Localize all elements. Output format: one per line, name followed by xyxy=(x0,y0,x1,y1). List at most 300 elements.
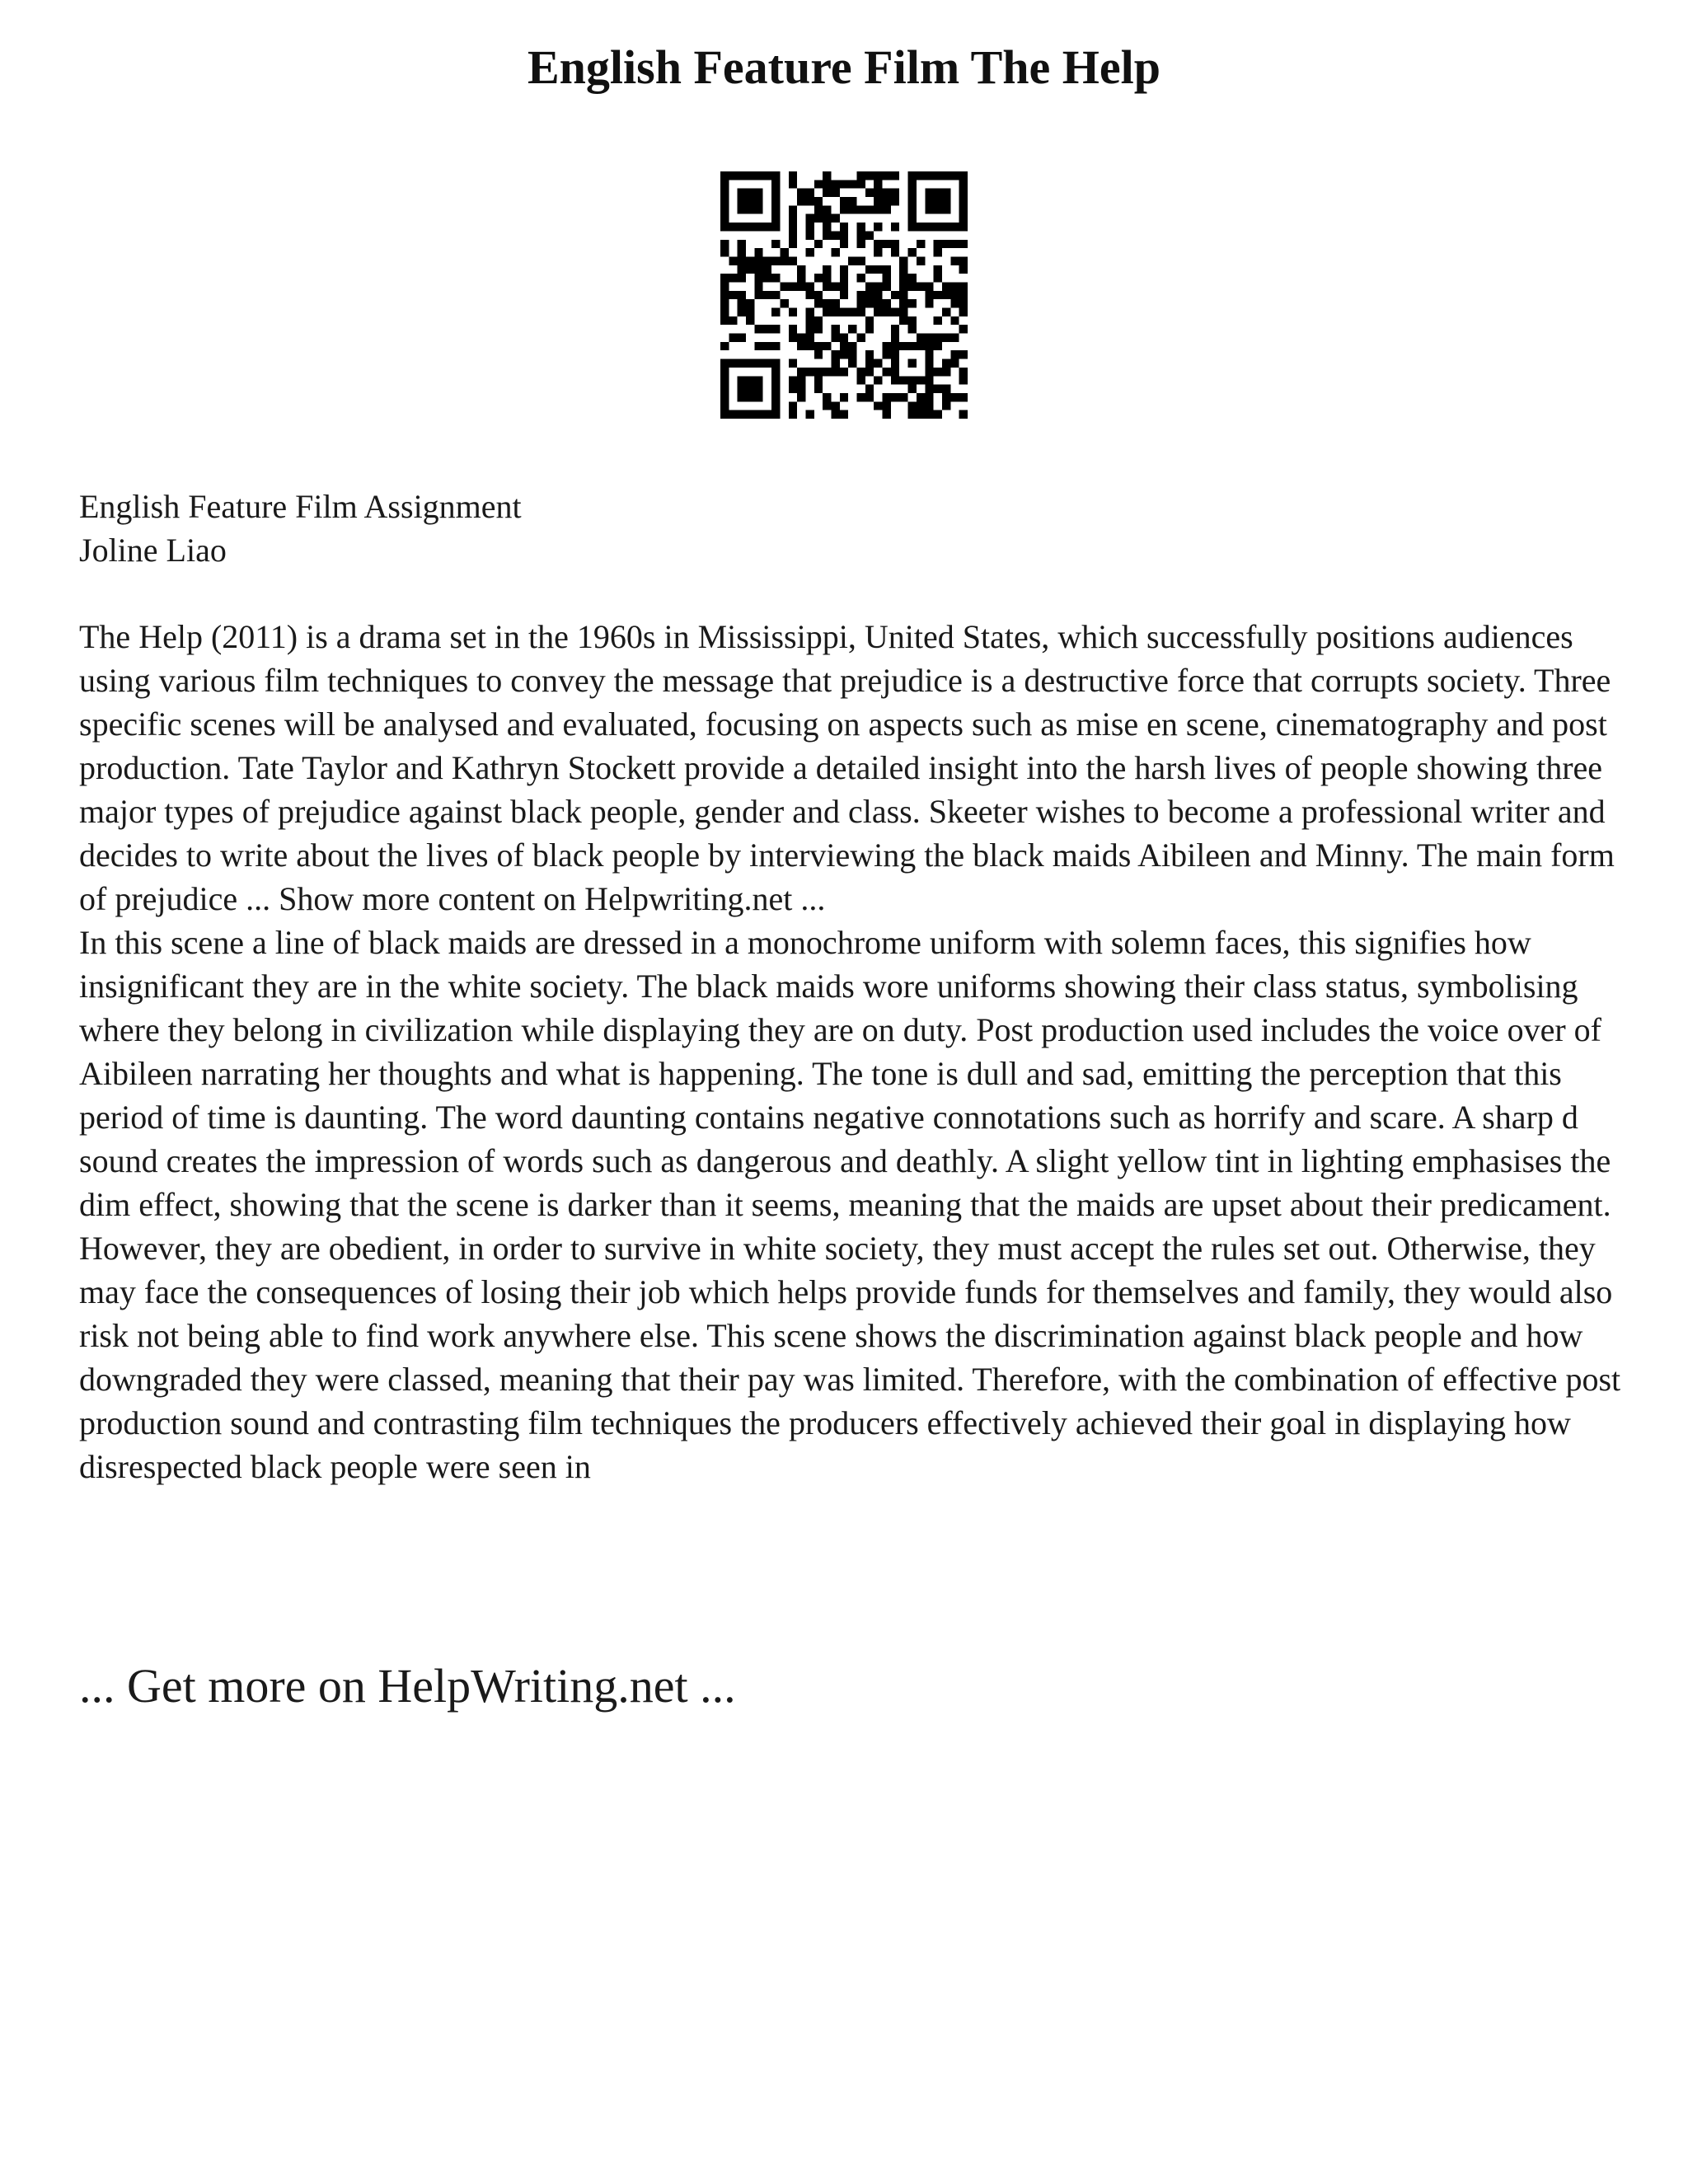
qr-module xyxy=(865,393,874,401)
qr-module xyxy=(797,342,805,350)
qr-module xyxy=(797,274,805,282)
qr-module xyxy=(857,308,865,316)
qr-module xyxy=(771,189,780,197)
qr-module xyxy=(950,282,959,290)
qr-module xyxy=(805,282,814,290)
qr-module xyxy=(823,342,831,350)
qr-module xyxy=(720,180,729,188)
qr-module xyxy=(789,223,797,231)
qr-module xyxy=(950,240,959,248)
qr-module xyxy=(805,223,814,231)
qr-module xyxy=(891,240,899,248)
qr-module xyxy=(823,180,831,188)
qr-module xyxy=(763,325,771,333)
qr-module xyxy=(925,376,933,384)
qr-module xyxy=(917,223,925,231)
qr-module xyxy=(899,376,907,384)
qr-module xyxy=(814,350,823,359)
qr-module xyxy=(823,231,831,239)
qr-module xyxy=(754,189,762,197)
qr-module xyxy=(908,410,917,419)
qr-module xyxy=(771,401,780,410)
qr-module xyxy=(840,393,848,401)
qr-module xyxy=(865,385,874,393)
qr-module xyxy=(865,189,874,197)
qr-module xyxy=(831,299,839,307)
qr-module xyxy=(738,256,746,265)
qr-module xyxy=(771,274,780,282)
qr-module xyxy=(738,223,746,231)
qr-module xyxy=(925,189,933,197)
qr-module xyxy=(754,197,762,205)
qr-module xyxy=(942,401,950,410)
qr-module xyxy=(754,248,762,256)
qr-module xyxy=(746,376,754,384)
qr-module xyxy=(959,240,968,248)
qr-module xyxy=(789,256,797,265)
qr-module xyxy=(934,171,942,180)
qr-module xyxy=(823,401,831,410)
qr-module xyxy=(840,240,848,248)
qr-module xyxy=(729,256,737,265)
qr-module xyxy=(959,205,968,213)
qr-module xyxy=(720,376,729,384)
qr-module xyxy=(763,171,771,180)
qr-module xyxy=(771,171,780,180)
qr-module xyxy=(925,334,933,342)
qr-module xyxy=(797,393,805,401)
qr-module xyxy=(814,274,823,282)
qr-module xyxy=(959,282,968,290)
qr-module xyxy=(883,205,891,213)
qr-module xyxy=(925,342,933,350)
qr-module xyxy=(942,223,950,231)
qr-module xyxy=(857,291,865,299)
qr-module xyxy=(789,376,797,384)
qr-module xyxy=(754,256,762,265)
qr-module xyxy=(840,308,848,316)
qr-module xyxy=(925,205,933,213)
qr-module xyxy=(925,299,933,307)
qr-module xyxy=(934,385,942,393)
qr-module xyxy=(908,299,917,307)
qr-module xyxy=(959,223,968,231)
qr-module xyxy=(746,359,754,368)
qr-code-icon xyxy=(720,171,968,419)
qr-module xyxy=(959,171,968,180)
qr-module xyxy=(942,171,950,180)
qr-module xyxy=(917,256,925,265)
qr-module xyxy=(754,325,762,333)
assignment-title: English Feature Film Assignment xyxy=(79,488,522,525)
qr-module xyxy=(857,334,865,342)
qr-module xyxy=(865,171,874,180)
qr-module xyxy=(831,401,839,410)
qr-module xyxy=(848,350,856,359)
qr-module xyxy=(891,308,899,316)
qr-module xyxy=(925,368,933,376)
qr-module xyxy=(789,401,797,410)
qr-module xyxy=(899,274,907,282)
qr-module xyxy=(746,189,754,197)
qr-module xyxy=(720,171,729,180)
qr-module xyxy=(865,282,874,290)
qr-module xyxy=(934,368,942,376)
qr-module xyxy=(754,291,762,299)
qr-module xyxy=(934,189,942,197)
paragraph: In this scene a line of black maids are dressed in a monochrome uniform with solemn faces, this signifies how insignificant they are in the white society. The black maids wore uniforms showing their class status, symbolising where they belong in civilization while displaying they are on duty. Post production used includes the voice over of Aibileen narrating her thoughts and what is happening. The tone is dull and sad, emitting the perception that this period of time is daunting. The word daunting contains negative connotations such as horrify and scare. A sharp d sound creates the impression of words such as dangerous and deathly. A slight yellow tint in lighting emphasises the dim effect, showing that the scene is darker than it seems, meaning that the maids are upset about their predicament. However, they are obedient, in order to survive in white society, they must accept the rules set out. Otherwise, they may face the consequences of losing their job which helps provide funds for themselves and family, they would also risk not being able to find work anywhere else. This scene shows the discrimination against black people and how downgraded they were classed, meaning that their pay was limited. Therefore, with the combination of effective post production sound and contrasting film techniques the producers effectively achieved their goal in displaying how disrespected black people were seen in xyxy=(79,924,1621,1485)
qr-module xyxy=(857,376,865,384)
qr-module xyxy=(805,334,814,342)
qr-module xyxy=(754,265,762,274)
qr-module xyxy=(831,308,839,316)
qr-module xyxy=(754,223,762,231)
qr-module xyxy=(934,265,942,274)
qr-module xyxy=(848,342,856,350)
qr-module xyxy=(883,189,891,197)
qr-module xyxy=(729,316,737,325)
qr-module xyxy=(840,342,848,350)
qr-module xyxy=(763,410,771,419)
qr-module xyxy=(917,334,925,342)
qr-module xyxy=(831,189,839,197)
qr-module xyxy=(823,171,831,180)
qr-module xyxy=(925,282,933,290)
qr-module xyxy=(883,240,891,248)
qr-module xyxy=(746,308,754,316)
qr-module xyxy=(738,274,746,282)
qr-module xyxy=(805,197,814,205)
qr-module xyxy=(934,240,942,248)
qr-module xyxy=(950,359,959,368)
qr-module xyxy=(738,359,746,368)
qr-module xyxy=(925,291,933,299)
qr-module xyxy=(899,256,907,265)
qr-module xyxy=(865,205,874,213)
qr-module xyxy=(874,197,882,205)
qr-module xyxy=(874,240,882,248)
qr-module xyxy=(840,265,848,274)
qr-module xyxy=(891,368,899,376)
qr-module xyxy=(908,316,917,325)
qr-module xyxy=(805,248,814,256)
qr-module xyxy=(805,214,814,223)
qr-module xyxy=(883,308,891,316)
qr-module xyxy=(874,359,882,368)
qr-module xyxy=(763,291,771,299)
qr-module xyxy=(754,171,762,180)
qr-module xyxy=(729,274,737,282)
qr-module xyxy=(934,274,942,282)
qr-module xyxy=(874,291,882,299)
qr-module xyxy=(789,359,797,368)
qr-module xyxy=(789,205,797,213)
qr-module xyxy=(814,368,823,376)
qr-module xyxy=(865,350,874,359)
qr-module xyxy=(908,325,917,333)
qr-module xyxy=(763,265,771,274)
qr-module xyxy=(771,205,780,213)
qr-module xyxy=(840,334,848,342)
qr-module xyxy=(874,248,882,256)
qr-module xyxy=(857,223,865,231)
qr-module xyxy=(814,205,823,213)
qr-module xyxy=(720,189,729,197)
qr-module xyxy=(720,410,729,419)
qr-module xyxy=(771,342,780,350)
qr-module xyxy=(934,197,942,205)
qr-module xyxy=(934,291,942,299)
qr-module xyxy=(950,316,959,325)
qr-module xyxy=(746,393,754,401)
qr-module xyxy=(891,171,899,180)
qr-module xyxy=(857,256,865,265)
qr-module xyxy=(865,325,874,333)
qr-module xyxy=(831,248,839,256)
qr-module xyxy=(883,368,891,376)
qr-module xyxy=(848,256,856,265)
qr-module xyxy=(738,197,746,205)
qr-module xyxy=(925,359,933,368)
qr-module xyxy=(950,299,959,307)
qr-module xyxy=(891,376,899,384)
qr-module xyxy=(720,291,729,299)
qr-module xyxy=(814,385,823,393)
qr-module xyxy=(934,334,942,342)
qr-module xyxy=(908,171,917,180)
qr-module xyxy=(789,171,797,180)
qr-module xyxy=(899,393,907,401)
qr-module xyxy=(771,256,780,265)
qr-module xyxy=(738,205,746,213)
qr-module xyxy=(891,334,899,342)
qr-module xyxy=(865,368,874,376)
qr-module xyxy=(797,376,805,384)
qr-module xyxy=(959,180,968,188)
qr-module xyxy=(891,325,899,333)
qr-module xyxy=(840,197,848,205)
qr-module xyxy=(874,223,882,231)
qr-module xyxy=(874,180,882,188)
qr-module xyxy=(891,342,899,350)
qr-module xyxy=(789,308,797,316)
qr-module xyxy=(771,368,780,376)
qr-module xyxy=(805,291,814,299)
qr-module xyxy=(823,223,831,231)
qr-module xyxy=(754,359,762,368)
qr-module xyxy=(883,342,891,350)
qr-module xyxy=(891,350,899,359)
qr-module xyxy=(925,223,933,231)
qr-module xyxy=(874,308,882,316)
qr-module xyxy=(831,359,839,368)
qr-module xyxy=(908,282,917,290)
qr-module xyxy=(899,282,907,290)
qr-module xyxy=(720,197,729,205)
qr-module xyxy=(823,205,831,213)
qr-module xyxy=(959,410,968,419)
qr-module xyxy=(874,376,882,384)
qr-module xyxy=(959,291,968,299)
qr-module xyxy=(771,197,780,205)
qr-module xyxy=(908,342,917,350)
qr-module xyxy=(746,265,754,274)
qr-module xyxy=(763,223,771,231)
qr-module xyxy=(934,342,942,350)
qr-module xyxy=(917,376,925,384)
qr-module xyxy=(848,180,856,188)
qr-module xyxy=(840,410,848,419)
qr-module xyxy=(883,299,891,307)
qr-module xyxy=(917,401,925,410)
qr-module xyxy=(883,401,891,410)
qr-module xyxy=(891,197,899,205)
qr-module xyxy=(959,350,968,359)
qr-module xyxy=(942,334,950,342)
qr-module xyxy=(917,240,925,248)
qr-module xyxy=(738,299,746,307)
qr-module xyxy=(942,308,950,316)
qr-module xyxy=(874,282,882,290)
qr-module xyxy=(883,265,891,274)
qr-module xyxy=(840,350,848,359)
qr-module xyxy=(848,359,856,368)
qr-module xyxy=(746,205,754,213)
qr-module xyxy=(771,393,780,401)
qr-module xyxy=(908,359,917,368)
qr-module xyxy=(857,274,865,282)
qr-module xyxy=(720,248,729,256)
qr-module xyxy=(805,189,814,197)
qr-module xyxy=(720,214,729,223)
qr-module xyxy=(925,350,933,359)
qr-module xyxy=(925,410,933,419)
qr-module xyxy=(934,410,942,419)
qr-module xyxy=(746,171,754,180)
qr-module xyxy=(746,316,754,325)
qr-module xyxy=(857,299,865,307)
qr-module xyxy=(857,240,865,248)
qr-module xyxy=(874,401,882,410)
qr-module xyxy=(814,376,823,384)
qr-module xyxy=(789,385,797,393)
qr-module xyxy=(925,393,933,401)
qr-module xyxy=(891,393,899,401)
qr-module xyxy=(934,223,942,231)
qr-module xyxy=(763,359,771,368)
qr-module xyxy=(959,308,968,316)
qr-module xyxy=(771,240,780,248)
get-more-link[interactable]: ... Get more on HelpWriting.net ... xyxy=(79,1659,736,1713)
qr-module xyxy=(780,282,788,290)
page-title: English Feature Film The Help xyxy=(527,40,1161,94)
qr-module xyxy=(797,334,805,342)
qr-module xyxy=(763,274,771,282)
qr-module xyxy=(814,299,823,307)
qr-module xyxy=(908,180,917,188)
qr-module xyxy=(959,256,968,265)
qr-module xyxy=(729,334,737,342)
qr-module xyxy=(917,342,925,350)
qr-module xyxy=(959,189,968,197)
qr-module xyxy=(771,223,780,231)
qr-module xyxy=(729,223,737,231)
qr-module xyxy=(771,376,780,384)
qr-module xyxy=(917,171,925,180)
qr-module xyxy=(959,197,968,205)
qr-module xyxy=(857,180,865,188)
qr-module xyxy=(865,231,874,239)
qr-module xyxy=(771,180,780,188)
qr-module xyxy=(797,368,805,376)
qr-module xyxy=(780,256,788,265)
qr-module xyxy=(883,282,891,290)
qr-module xyxy=(720,316,729,325)
qr-module xyxy=(738,248,746,256)
qr-module xyxy=(797,265,805,274)
qr-module xyxy=(823,189,831,197)
document-meta xyxy=(79,485,522,572)
qr-module xyxy=(789,282,797,290)
qr-module xyxy=(823,299,831,307)
qr-module xyxy=(959,265,968,274)
qr-module xyxy=(720,393,729,401)
qr-module xyxy=(797,189,805,197)
qr-module xyxy=(883,350,891,359)
qr-module xyxy=(959,393,968,401)
paragraph: The Help (2011) is a drama set in the 1960s in Mississippi, United States, which successfully positions audiences using various film techniques to convey the message that prejudice is a destructive force that corrupts society. Three specific scenes will be analysed and evaluated, focusing on aspects such as mise en scene, cinematography and post production. Tate Taylor and Kathryn Stockett provide a detailed insight into the harsh lives of people showing three major types of prejudice against black people, gender and class. Skeeter wishes to become a professional writer and decides to write about the lives of black people by interviewing the black maids Aibileen and Minny. The main form of prejudice ... Show more content on Helpwriting.net ... xyxy=(79,618,1615,917)
qr-module xyxy=(840,223,848,231)
qr-module xyxy=(720,368,729,376)
qr-module xyxy=(959,368,968,376)
qr-module xyxy=(814,180,823,188)
qr-module xyxy=(814,316,823,325)
qr-module xyxy=(917,282,925,290)
qr-module xyxy=(754,205,762,213)
qr-module xyxy=(865,316,874,325)
qr-module xyxy=(917,410,925,419)
qr-module xyxy=(942,189,950,197)
qr-module xyxy=(720,308,729,316)
qr-module xyxy=(789,214,797,223)
qr-module xyxy=(738,240,746,248)
qr-module xyxy=(883,197,891,205)
qr-module xyxy=(738,334,746,342)
qr-module xyxy=(831,325,839,333)
qr-module xyxy=(950,393,959,401)
qr-module xyxy=(840,231,848,239)
qr-module xyxy=(789,325,797,333)
qr-module xyxy=(814,291,823,299)
qr-module xyxy=(814,240,823,248)
qr-module xyxy=(899,291,907,299)
qr-module xyxy=(950,350,959,359)
qr-module xyxy=(925,171,933,180)
qr-module xyxy=(950,334,959,342)
qr-module xyxy=(738,393,746,401)
qr-module xyxy=(950,171,959,180)
qr-module xyxy=(891,359,899,368)
author-name: Joline Liao xyxy=(79,532,227,569)
qr-module xyxy=(942,359,950,368)
qr-module xyxy=(797,282,805,290)
qr-module xyxy=(865,299,874,307)
qr-module xyxy=(899,342,907,350)
qr-module xyxy=(857,171,865,180)
qr-module xyxy=(934,205,942,213)
qr-module xyxy=(814,342,823,350)
qr-module xyxy=(729,410,737,419)
